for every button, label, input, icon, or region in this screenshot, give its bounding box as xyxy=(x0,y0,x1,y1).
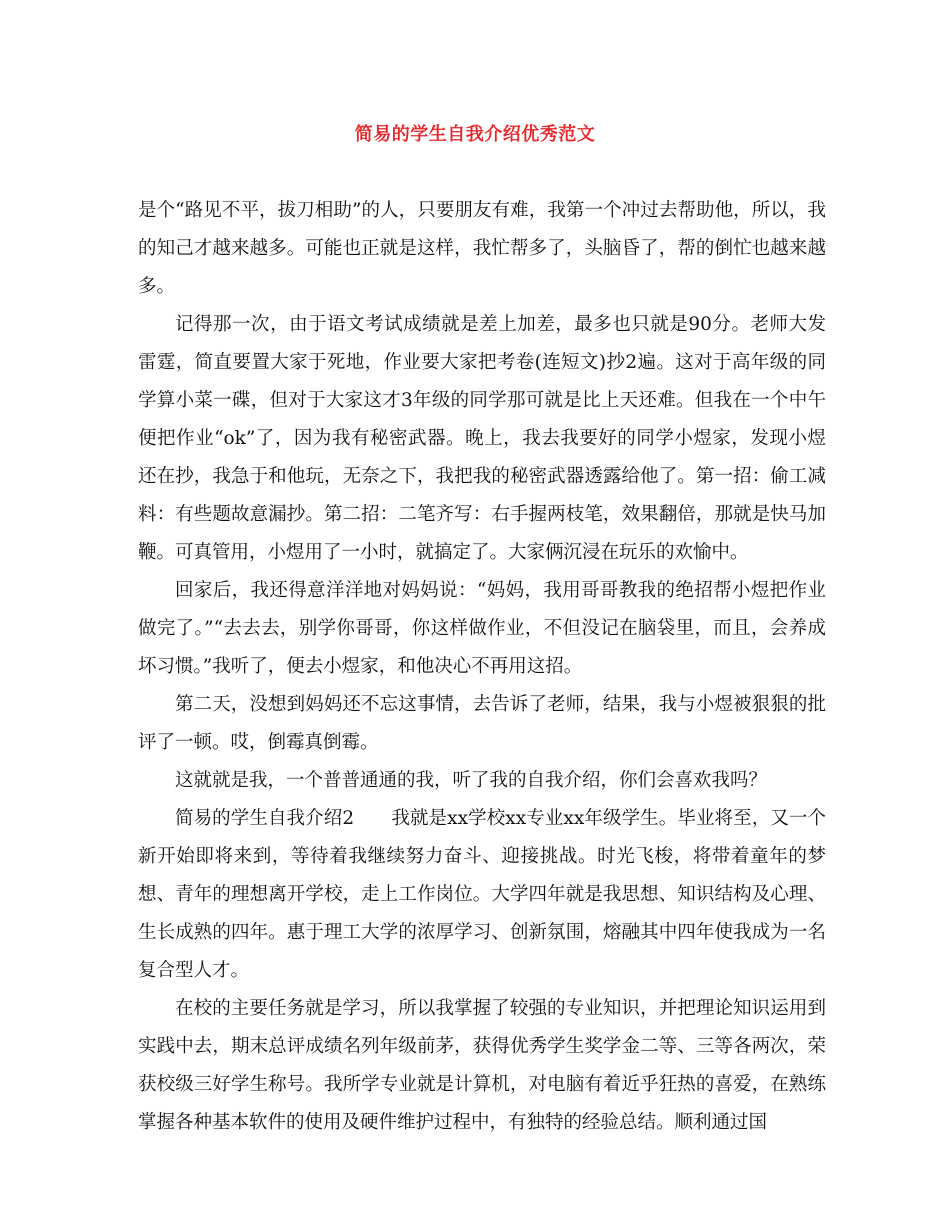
paragraph-2: 记得那一次，由于语文考试成绩就是差上加差，最多也只就是90分。老师大发雷霆，简直要置大家于死地，作业要大家把考卷(连短文)抄2遍。这对于高年级的同学算小菜一碟，但对于大家这才3年级的同学那可就是比上天还难。但我在一个中午便把作业“ok”了，因为我有秘密武器。晚上，我去我要好的同学小煜家，发现小煜还在抄，我急于和他玩，无奈之下，我把我的秘密武器透露给他了。第一招：偷工减料：有些题故意漏抄。第二招：二笔齐写：右手握两枝笔，效果翻倍，那就是快马加鞭。可真管用，小煜用了一小时，就搞定了。大家俩沉浸在玩乐的欢愉中。 xyxy=(138,314,826,563)
document-body xyxy=(138,192,826,1142)
paragraph-6: 简易的学生自我介绍2 我就是xx学校xx专业xx年级学生。毕业将至，又一个新开始即将来到，等待着我继续努力奋斗、迎接挑战。时光飞梭，将带着童年的梦想、青年的理想离开学校，走上工作岗位。大学四年就是我思想、知识结构及心理、生长成熟的四年。惠于理工大学的浓厚学习、创新氛围，熔融其中四年使我成为一名复合型人才。 xyxy=(138,808,826,981)
document-title: 简易的学生自我介绍优秀范文 xyxy=(354,124,596,145)
paragraph-1: 是个“路见不平，拔刀相助”的人，只要朋友有难，我第一个冲过去帮助他，所以，我的知己才越来越多。可能也正就是这样，我忙帮多了，头脑昏了，帮的倒忙也越来越多。 xyxy=(138,200,826,297)
paragraph-5: 这就就是我，一个普普通通的我，听了我的自我介绍，你们会喜欢我吗？ xyxy=(175,770,768,791)
paragraph-3: 回家后，我还得意洋洋地对妈妈说：“妈妈，我用哥哥教我的绝招帮小煜把作业做完了。”“去去去，别学你哥哥，你这样做作业，不但没记在脑袋里，而且，会养成坏习惯。”我听了，便去小煜家，和他决心不再用这招。 xyxy=(138,580,826,677)
paragraph-4: 第二天，没想到妈妈还不忘这事情，去告诉了老师，结果，我与小煜被狠狠的批评了一顿。哎，倒霉真倒霉。 xyxy=(138,694,826,753)
paragraph-7: 在校的主要任务就是学习，所以我掌握了较强的专业知识，并把理论知识运用到实践中去，期末总评成绩名列年级前茅，获得优秀学生奖学金二等、三等各两次，荣获校级三好学生称号。我所学专业就是计算机，对电脑有着近乎狂热的喜爱，在熟练掌握各种基本软件的使用及硬件维护过程中，有独特的经验总结。顺利通过国 xyxy=(138,998,826,1133)
